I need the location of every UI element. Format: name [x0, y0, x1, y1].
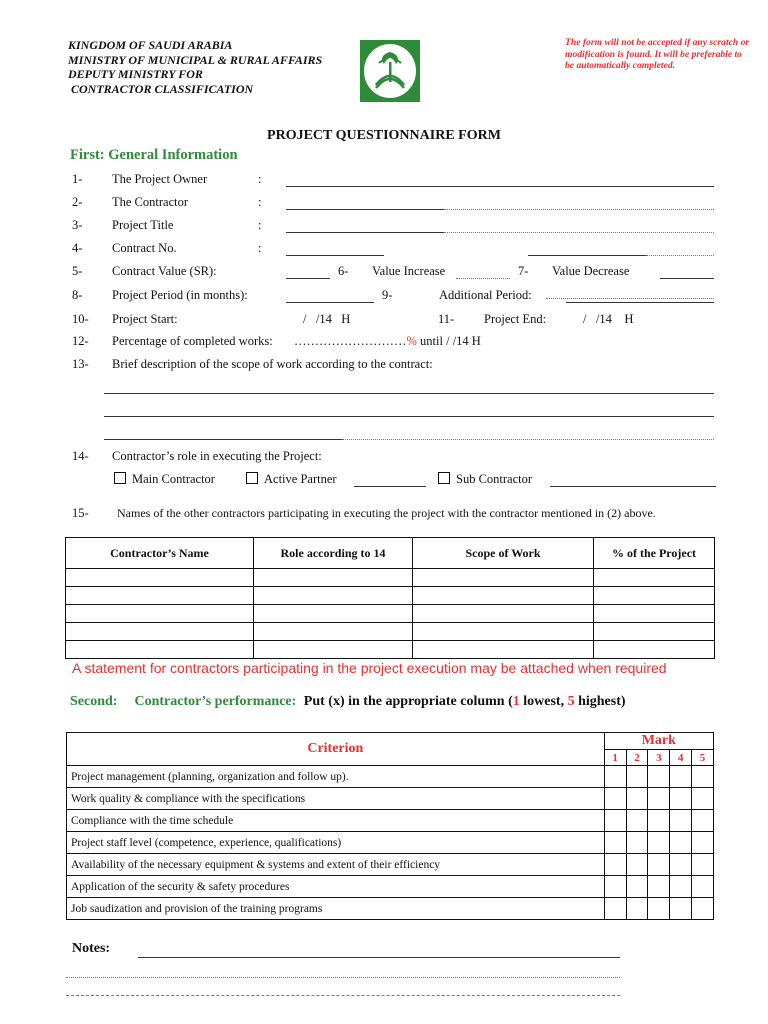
contractor-label: The Contractor	[112, 195, 189, 209]
section2-instruction	[304, 694, 626, 709]
notes-label: Notes:	[72, 941, 111, 956]
mark-cell[interactable]	[648, 788, 670, 810]
main-contractor-option[interactable]	[114, 472, 215, 487]
contractors-table	[65, 537, 715, 659]
table-row	[67, 832, 714, 854]
project-period-field[interactable]	[286, 302, 374, 303]
mark-cell[interactable]	[604, 854, 626, 876]
mark-cell[interactable]	[626, 854, 648, 876]
item-number: 6-	[338, 264, 349, 278]
table-cell[interactable]	[413, 623, 594, 641]
mark-cell[interactable]	[604, 832, 626, 854]
mark-cell[interactable]	[648, 810, 670, 832]
criterion-label: Compliance with the time schedule	[67, 810, 605, 832]
active-partner-label: Active Partner	[264, 472, 337, 486]
active-partner-field[interactable]	[354, 486, 426, 487]
table-cell[interactable]	[594, 587, 715, 605]
project-period-label: Project Period (in months):	[112, 288, 248, 302]
criterion-label: Project staff level (competence, experience, qualifications)	[67, 832, 605, 854]
project-title-field-dotted[interactable]	[444, 232, 714, 233]
table-row	[67, 810, 714, 832]
criterion-label: Project management (planning, organization and follow up).	[67, 766, 605, 788]
item-number: 1-	[72, 172, 83, 186]
colon: :	[258, 218, 262, 232]
contractor-field-dotted[interactable]	[444, 209, 714, 210]
table-row	[66, 623, 715, 641]
section2-title: Contractor’s performance:	[134, 694, 297, 709]
mark-2: 2	[626, 750, 648, 766]
mark-cell[interactable]	[692, 766, 714, 788]
item-number: 11-	[438, 312, 455, 326]
table-header-row	[66, 538, 715, 569]
notes-line-3[interactable]	[66, 995, 620, 996]
percent-sign: %	[406, 334, 417, 348]
mark-cell[interactable]	[604, 810, 626, 832]
contract-no-field[interactable]	[286, 255, 384, 256]
header-line-3: DEPUTY MINISTRY FOR	[68, 67, 203, 81]
col-percent: % of the Project	[594, 538, 715, 569]
header-line-1: KINGDOM OF SAUDI ARABIA	[68, 38, 233, 52]
table-cell[interactable]	[66, 641, 254, 659]
instruction-text: highest)	[574, 694, 626, 709]
mark-cell[interactable]	[670, 876, 692, 898]
mark-cell[interactable]	[626, 788, 648, 810]
field-row-completion	[0, 334, 768, 350]
notes-line-2[interactable]	[66, 977, 620, 978]
instruction-text: lowest,	[519, 694, 568, 709]
table-cell[interactable]	[254, 587, 413, 605]
mark-cell[interactable]	[626, 898, 648, 920]
mark-cell[interactable]	[604, 898, 626, 920]
table-cell[interactable]	[413, 587, 594, 605]
instruction-text: Put (x) in the appropriate column (	[303, 694, 513, 709]
field-row-project-dates	[0, 312, 768, 328]
sub-contractor-field[interactable]	[550, 486, 716, 487]
scope-line-2[interactable]	[104, 416, 714, 417]
mark-cell[interactable]	[626, 876, 648, 898]
item-number: 4-	[72, 241, 83, 255]
contract-no-field-dotted[interactable]	[646, 255, 714, 256]
contract-value-field[interactable]	[286, 278, 330, 279]
table-cell[interactable]	[254, 569, 413, 587]
table-row	[66, 569, 715, 587]
mark-cell[interactable]	[692, 810, 714, 832]
item-number: 10-	[72, 312, 89, 326]
mark-cell[interactable]	[626, 810, 648, 832]
mark-1: 1	[604, 750, 626, 766]
sub-contractor-label: Sub Contractor	[456, 472, 533, 486]
scope-line-1[interactable]	[104, 393, 714, 394]
role-label: Contractor’s role in executing the Project:	[112, 449, 322, 463]
value-increase-field[interactable]	[456, 278, 510, 279]
mark-cell[interactable]	[648, 898, 670, 920]
contract-value-label: Contract Value (SR):	[112, 264, 217, 278]
lowest-value: 1	[512, 694, 520, 709]
ministry-header	[68, 38, 322, 96]
criterion-header: Criterion	[67, 733, 605, 766]
form-warning: The form will not be accepted if any scratch or modification is found. It will be preferable to be automatically completed.	[565, 37, 750, 71]
item-number: 15-	[72, 506, 89, 520]
mark-cell[interactable]	[604, 766, 626, 788]
performance-table	[66, 732, 714, 920]
table-row	[66, 587, 715, 605]
table-cell[interactable]	[413, 641, 594, 659]
completion-field[interactable]	[294, 334, 481, 349]
mark-cell[interactable]	[692, 898, 714, 920]
mark-cell[interactable]	[604, 788, 626, 810]
table-cell[interactable]	[594, 641, 715, 659]
header-line-2: MINISTRY OF MUNICIPAL & RURAL AFFAIRS	[68, 52, 323, 67]
mark-cell[interactable]	[648, 876, 670, 898]
table-cell[interactable]	[66, 623, 254, 641]
mark-cell[interactable]	[692, 854, 714, 876]
table-cell[interactable]	[66, 605, 254, 623]
additional-period-field[interactable]	[566, 302, 714, 303]
table-cell[interactable]	[594, 623, 715, 641]
project-owner-label: The Project Owner	[112, 172, 208, 186]
mark-header: Mark	[604, 733, 713, 750]
highest-value: 5	[567, 694, 575, 709]
table-row	[67, 876, 714, 898]
value-decrease-field[interactable]	[660, 278, 714, 279]
mark-cell[interactable]	[670, 832, 692, 854]
item-number: 5-	[72, 264, 83, 278]
attachment-statement: A statement for contractors participating in the project execution may be attached when required	[72, 660, 667, 676]
additional-period-field-dotted[interactable]	[546, 298, 714, 299]
item-number: 7-	[518, 264, 529, 278]
completion-label: Percentage of completed works:	[112, 334, 273, 348]
field-row-scope	[0, 357, 768, 373]
field-row-project-period	[0, 288, 768, 304]
table-cell[interactable]	[413, 605, 594, 623]
contract-no-label: Contract No.	[112, 241, 177, 255]
active-partner-option[interactable]	[246, 472, 337, 487]
table-row	[67, 766, 714, 788]
mark-cell[interactable]	[648, 832, 670, 854]
mark-cell[interactable]	[670, 898, 692, 920]
table-cell[interactable]	[594, 569, 715, 587]
table-cell[interactable]	[254, 605, 413, 623]
mark-cell[interactable]	[670, 766, 692, 788]
col-scope: Scope of Work	[413, 538, 594, 569]
table-cell[interactable]	[254, 641, 413, 659]
mark-cell[interactable]	[626, 832, 648, 854]
field-row-contractor	[0, 195, 768, 211]
scope-line-3[interactable]	[104, 439, 342, 440]
table-row	[66, 605, 715, 623]
mark-cell[interactable]	[648, 854, 670, 876]
colon: :	[258, 172, 262, 186]
field-row-role	[0, 449, 768, 465]
criterion-label: Availability of the necessary equipment & systems and extent of their efficiency	[67, 854, 605, 876]
section2-heading	[70, 694, 626, 710]
project-owner-field[interactable]	[286, 186, 714, 187]
contract-no-field-2[interactable]	[528, 255, 646, 256]
table-header-row	[67, 733, 714, 750]
project-start-label: Project Start:	[112, 312, 178, 326]
colon: :	[258, 195, 262, 209]
mark-3: 3	[648, 750, 670, 766]
table-row	[67, 898, 714, 920]
item-number: 13-	[72, 357, 89, 371]
item-number: 3-	[72, 218, 83, 232]
section2-label: Second:	[70, 694, 118, 709]
criterion-label: Job saudization and provision of the training programs	[67, 898, 605, 920]
table-row	[67, 788, 714, 810]
sub-contractor-checkbox[interactable]	[438, 472, 450, 484]
table-cell[interactable]	[66, 587, 254, 605]
item-number: 2-	[72, 195, 83, 209]
criterion-label: Application of the security & safety procedures	[67, 876, 605, 898]
field-row-other-contractors	[0, 506, 768, 522]
mark-cell[interactable]	[692, 788, 714, 810]
col-role: Role according to 14	[254, 538, 413, 569]
value-decrease-label: Value Decrease	[552, 264, 630, 278]
main-contractor-checkbox[interactable]	[114, 472, 126, 484]
project-start-date-field[interactable]: / /14 H	[303, 312, 351, 326]
item-number: 14-	[72, 449, 89, 463]
field-row-contract-no	[0, 241, 768, 257]
col-contractor-name: Contractor’s Name	[66, 538, 254, 569]
colon: :	[258, 241, 262, 255]
mark-cell[interactable]	[692, 876, 714, 898]
table-cell[interactable]	[594, 605, 715, 623]
main-contractor-label: Main Contractor	[132, 472, 215, 486]
item-number: 8-	[72, 288, 83, 302]
additional-period-label: Additional Period:	[439, 288, 532, 302]
mark-cell[interactable]	[692, 832, 714, 854]
item-number: 12-	[72, 334, 89, 348]
form-title: PROJECT QUESTIONNAIRE FORM	[267, 128, 501, 143]
field-row-contract-value	[0, 264, 768, 280]
project-end-date-field[interactable]: / /14 H	[583, 312, 634, 326]
project-title-label: Project Title	[112, 218, 174, 232]
field-row-project-title	[0, 218, 768, 234]
project-title-field[interactable]	[286, 232, 444, 233]
item-number: 9-	[382, 288, 393, 302]
table-row	[67, 854, 714, 876]
mark-4: 4	[670, 750, 692, 766]
mark-cell[interactable]	[670, 810, 692, 832]
mark-cell[interactable]	[670, 854, 692, 876]
completion-dots: ………………………	[294, 334, 407, 348]
criterion-label: Work quality & compliance with the specifications	[67, 788, 605, 810]
other-contractors-label: Names of the other contractors participating in executing the project with the contractor mentioned in (2) above.	[117, 506, 656, 520]
sub-contractor-option[interactable]	[438, 472, 532, 487]
active-partner-checkbox[interactable]	[246, 472, 258, 484]
table-row	[66, 641, 715, 659]
contractor-field[interactable]	[286, 209, 444, 210]
section1-heading: First: General Information	[70, 147, 238, 163]
notes-line-1[interactable]	[138, 957, 620, 958]
mark-5: 5	[692, 750, 714, 766]
mark-cell[interactable]	[626, 766, 648, 788]
mark-cell[interactable]	[670, 788, 692, 810]
table-cell[interactable]	[413, 569, 594, 587]
mark-cell[interactable]	[648, 766, 670, 788]
scope-label: Brief description of the scope of work according to the contract:	[112, 357, 433, 371]
saudi-emblem-icon	[360, 40, 420, 102]
header-line-4: CONTRACTOR CLASSIFICATION	[68, 81, 254, 96]
mark-cell[interactable]	[604, 876, 626, 898]
role-options	[0, 472, 768, 488]
value-increase-label: Value Increase	[372, 264, 446, 278]
scope-line-3-dotted[interactable]	[342, 439, 714, 440]
completion-until-date: until / /14 H	[416, 334, 481, 348]
project-end-label: Project End:	[484, 312, 547, 326]
table-cell[interactable]	[254, 623, 413, 641]
field-row-project-owner	[0, 172, 768, 188]
table-cell[interactable]	[66, 569, 254, 587]
